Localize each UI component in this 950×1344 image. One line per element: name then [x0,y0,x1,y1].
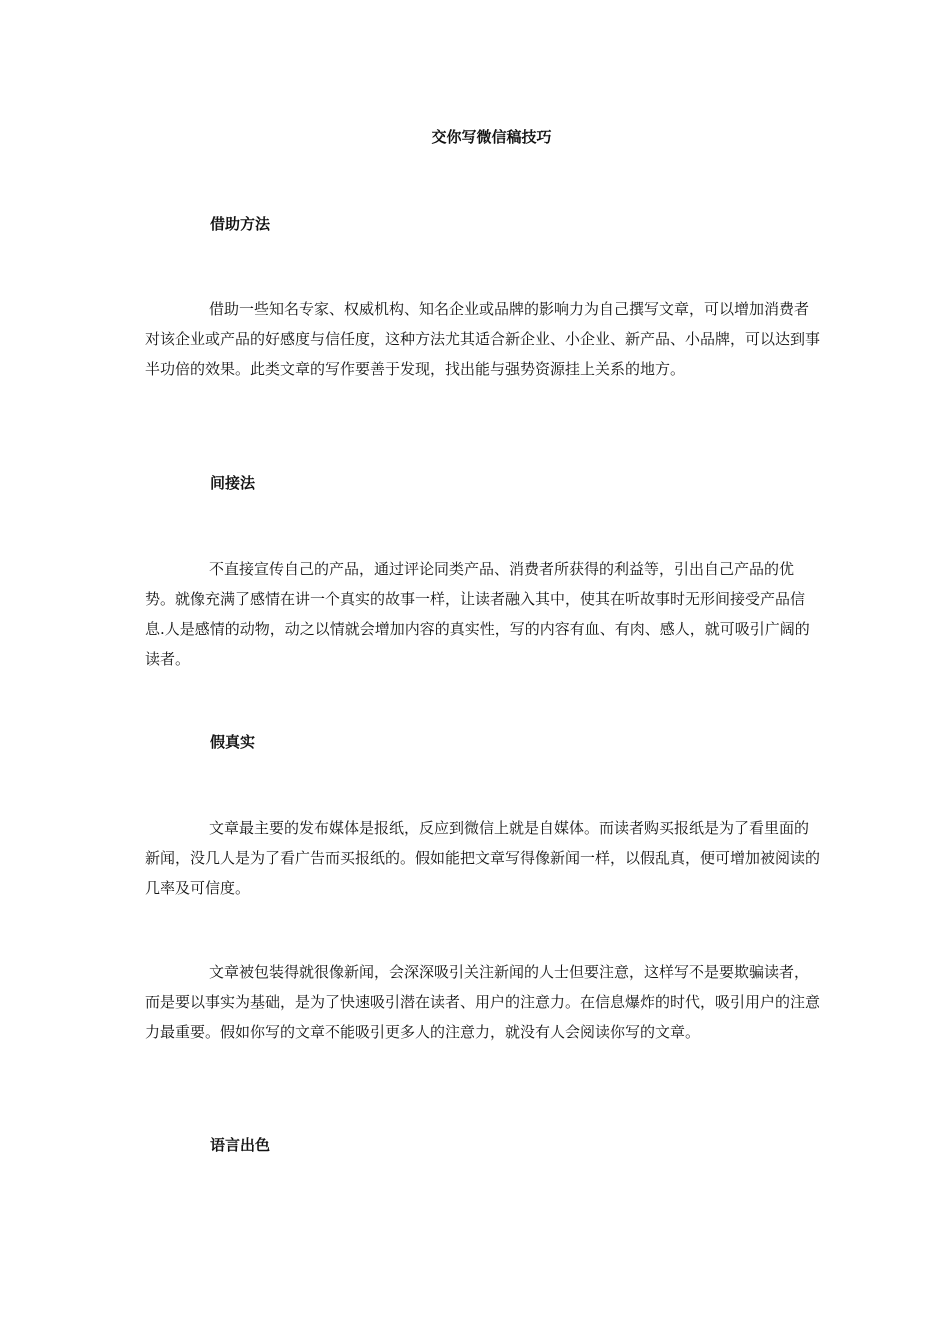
paragraph-fake-real-2: 文章被包装得就很像新闻，会深深吸引关注新闻的人士但要注意，这样写不是要欺骗读者，而是要以事实为基础，是为了快速吸引潜在读者、用户的注意力。在信息爆炸的时代，吸引用户的注意力最重要。假如你写的文章不能吸引更多人的注意力，就没有人会阅读你写的文章。 [145,963,821,1041]
section-heading-language: 语言出色 [210,1136,271,1154]
document-title: 交你写微信稿技巧 [431,128,552,146]
paragraph-indirect: 不直接宣传自己的产品，通过评论同类产品、消费者所获得的利益等，引出自己产品的优势。就像充满了感情在讲一个真实的故事一样，让读者融入其中，使其在听故事时无形间接受产品信息.人是感情的动物，动之以情就会增加内容的真实性，写的内容有血、有肉、感人，就可吸引广阔的读者。 [145,560,810,668]
section-heading-fake-real: 假真实 [210,733,256,751]
paragraph-fake-real-1: 文章最主要的发布媒体是报纸，反应到微信上就是自媒体。而读者购买报纸是为了看里面的新闻，没几人是为了看广告而买报纸的。假如能把文章写得像新闻一样，以假乱真，便可增加被阅读的几率及可信度。 [145,819,821,897]
section-heading-indirect: 间接法 [210,474,256,492]
section-heading-borrow: 借助方法 [210,215,271,233]
paragraph-borrow: 借助一些知名专家、权威机构、知名企业或品牌的影响力为自己撰写文章，可以增加消费者对该企业或产品的好感度与信任度，这种方法尤其适合新企业、小企业、新产品、小品牌，可以达到事半功倍的效果。此类文章的写作要善于发现，找出能与强势资源挂上关系的地方。 [145,300,821,378]
